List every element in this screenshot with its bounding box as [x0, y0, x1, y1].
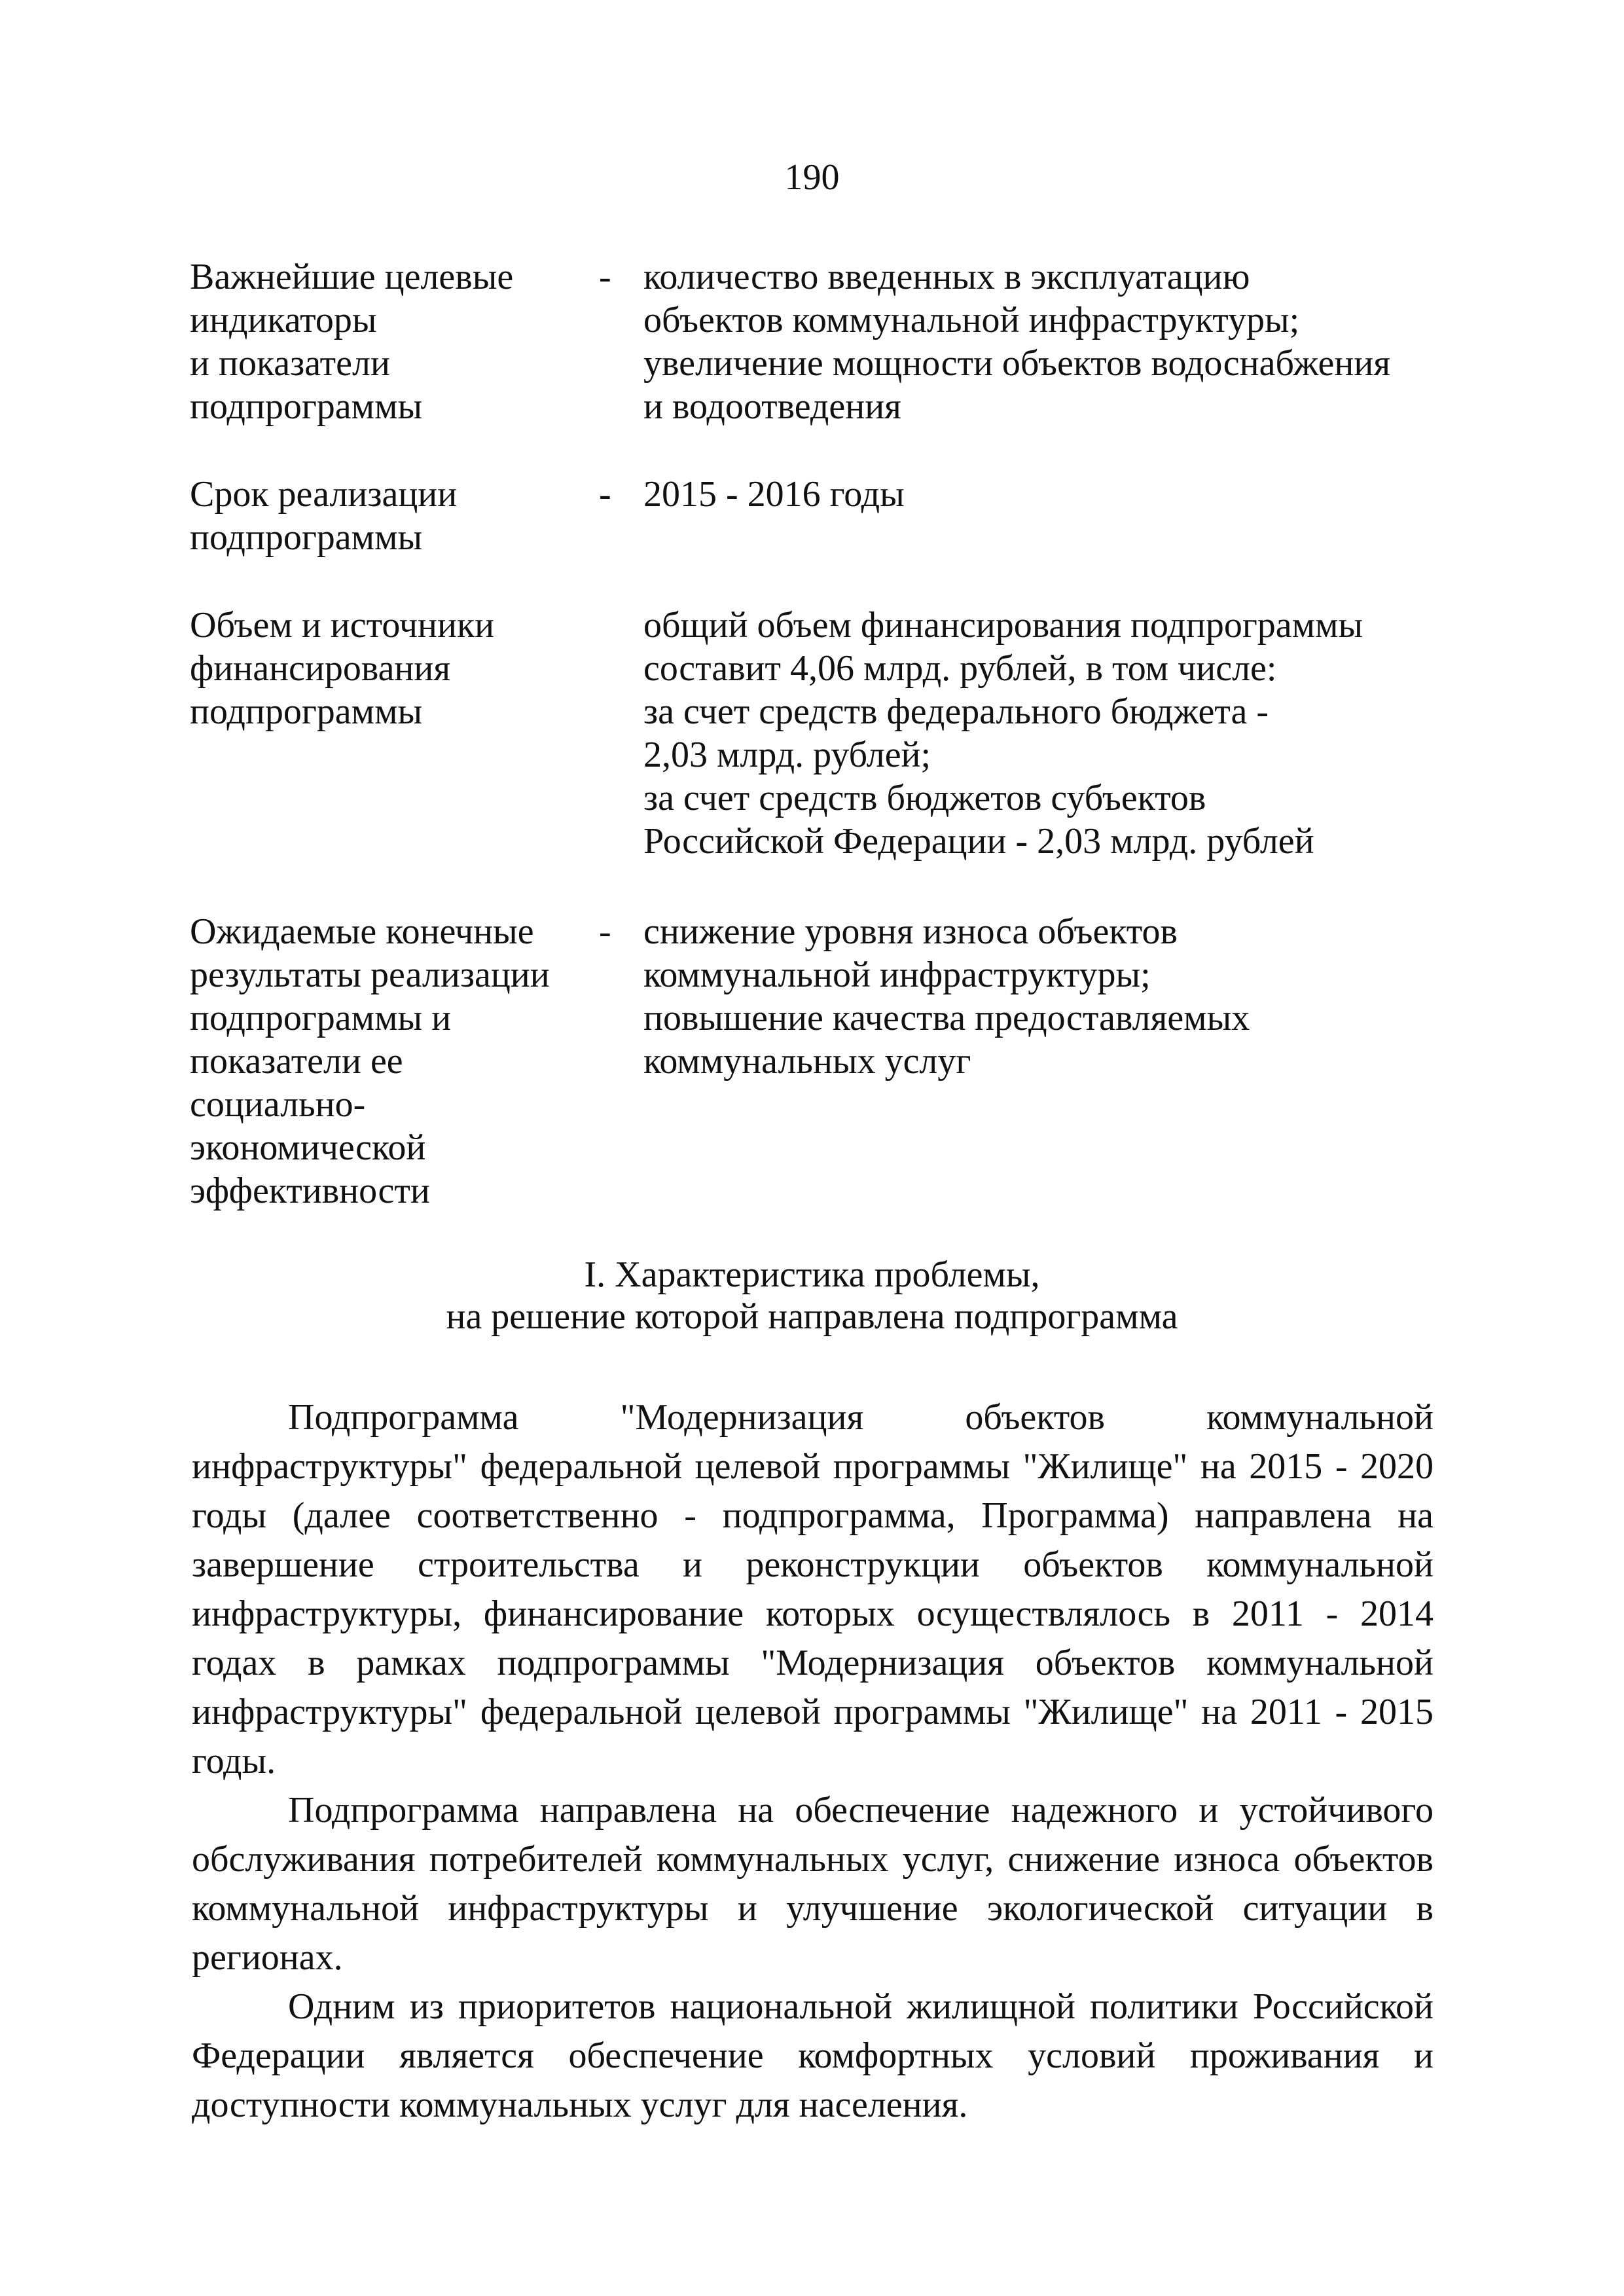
label-line: подпрограммы и — [190, 998, 452, 1038]
label-line: финансирования — [190, 648, 451, 689]
label-line: эффективности — [190, 1171, 430, 1211]
value-line: Российской Федерации - 2,03 млрд. рублей — [643, 821, 1314, 862]
label-line: индикаторы — [190, 300, 377, 340]
section-title — [0, 1254, 1624, 1338]
value-line: и водоотведения — [643, 386, 901, 427]
section-title-line: I. Характеристика проблемы, — [584, 1254, 1040, 1295]
value-line: составит 4,06 млрд. рублей, в том числе: — [643, 648, 1277, 689]
value-line: увеличение мощности объектов водоснабжения — [643, 343, 1391, 384]
paragraph: Подпрограмма направлена на обеспечение надежного и устойчивого обслуживания потребителей коммунальных услуг, снижение износа объектов коммунальной инфраструктуры и улучшение экологической ситуации в регионах. — [192, 1790, 1434, 1978]
label-line: показатели ее — [190, 1041, 403, 1082]
label-line: Объем и источники — [190, 605, 495, 646]
value-line: 2,03 млрд. рублей; — [643, 735, 931, 775]
label-line: Ожидаемые конечные — [190, 911, 534, 952]
value-line: 2015 - 2016 годы — [643, 474, 905, 515]
label-line: Важнейшие целевые — [190, 257, 514, 297]
value-line: общий объем финансирования подпрограммы — [643, 605, 1363, 646]
paragraph: Подпрограмма "Модернизация объектов коммунальной инфраструктуры" федеральной целевой программы "Жилище" на 2015 - 2020 годы (далее соответственно - подпрограмма, Программа) направлена на завершение строительства и реконструкции объектов коммунальной инфраструктуры, финансирование которых осуществлялось в 2011 - 2014 годах в рамках подпрограммы "Модернизация объектов коммунальной инфраструктуры" федеральной целевой программы "Жилище" на 2011 - 2015 годы. — [192, 1397, 1434, 1781]
body-text — [192, 1393, 1434, 2130]
label-line: экономической — [190, 1127, 426, 1168]
value-line: коммунальных услуг — [643, 1041, 971, 1082]
passport-value — [643, 604, 1434, 863]
passport-value — [643, 473, 1434, 516]
passport-value — [643, 255, 1434, 428]
value-line: количество введенных в эксплуатацию — [643, 257, 1250, 297]
passport-value — [643, 910, 1434, 1083]
label-line: подпрограммы — [190, 517, 423, 558]
page-number: 190 — [784, 157, 840, 198]
passport-label — [190, 604, 596, 733]
label-line: результаты реализации — [190, 955, 550, 995]
label-line: и показатели — [190, 343, 390, 384]
passport-dash: - — [599, 474, 611, 515]
passport-label — [190, 255, 596, 428]
label-line: подпрограммы — [190, 386, 423, 427]
passport-label — [190, 910, 596, 1212]
passport-label — [190, 473, 596, 559]
value-line: за счет средств федерального бюджета - — [643, 691, 1269, 732]
passport-dash: - — [599, 257, 611, 297]
value-line: снижение уровня износа объектов — [643, 911, 1178, 952]
value-line: за счет средств бюджетов субъектов — [643, 778, 1206, 818]
paragraph: Одним из приоритетов национальной жилищной политики Российской Федерации является обеспечение комфортных условий проживания и доступности коммунальных услуг для населения. — [192, 1986, 1434, 2125]
label-line: подпрограммы — [190, 691, 423, 732]
value-line: повышение качества предоставляемых — [643, 998, 1250, 1038]
label-line: социально- — [190, 1084, 366, 1125]
value-line: объектов коммунальной инфраструктуры; — [643, 300, 1300, 340]
label-line: Срок реализации — [190, 474, 458, 515]
value-line: коммунальной инфраструктуры; — [643, 955, 1151, 995]
section-title-line: на решение которой направлена подпрограмма — [446, 1296, 1178, 1337]
passport-dash: - — [599, 911, 611, 952]
